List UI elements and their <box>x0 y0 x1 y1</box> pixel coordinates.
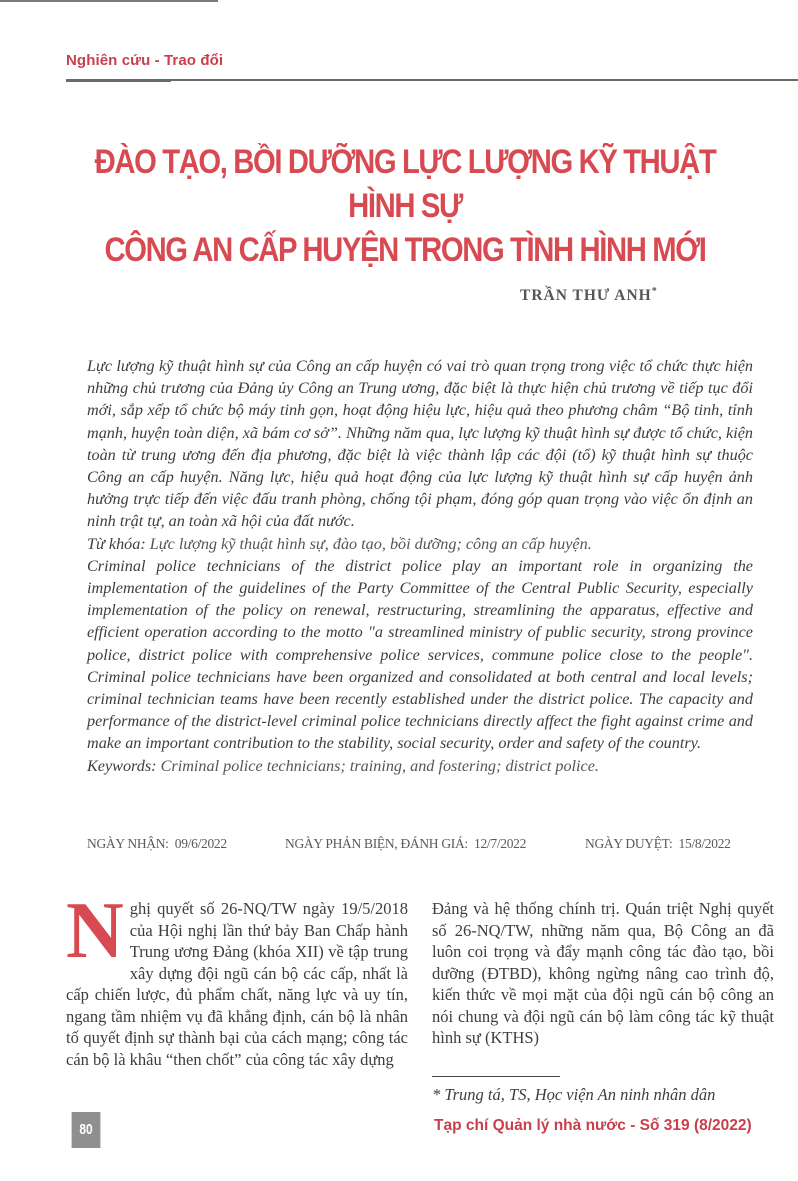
footnote: * Trung tá, TS, Học viện An ninh nhân dân <box>432 1085 716 1104</box>
date-received-label: NGÀY NHẬN: <box>87 836 169 851</box>
article-title <box>91 140 719 272</box>
date-approved-value: 15/8/2022 <box>678 836 731 851</box>
footnote-rule <box>432 1076 560 1077</box>
keywords-en-text: Criminal police technicians; training, and fostering; district police. <box>160 756 599 775</box>
author-footnote-mark: * <box>651 286 658 297</box>
date-approved-label: NGÀY DUYỆT: <box>585 836 673 851</box>
top-edge-rule <box>0 0 218 2</box>
keywords-vi-label: Từ khóa: <box>87 534 146 553</box>
keywords-vi <box>87 533 753 555</box>
keywords-en <box>87 755 753 777</box>
date-received <box>87 836 227 852</box>
date-review-value: 12/7/2022 <box>474 836 527 851</box>
keywords-en-label: Keywords: <box>87 756 157 775</box>
section-label: Nghiên cứu - Trao đổi <box>66 52 224 69</box>
abstract-vi: Lực lượng kỹ thuật hình sự của Công an cấp huyện có vai trò quan trọng trong việc tổ chức thực hiện những chủ trương của Đảng ủy Công an Trung ương, đặc biệt là thực hiện chủ trương về tiếp tục đổi mới, sắp xếp tổ chức bộ máy tinh gọn, hoạt động hiệu lực, hiệu quả theo phương châm “Bộ tinh, tỉnh mạnh, huyện toàn diện, xã bám cơ sở”. Những năm qua, lực lượng kỹ thuật hình sự được tổ chức, kiện toàn từ trung ương đến địa phương, đặc biệt là việc thành lập các đội (tổ) kỹ thuật hình sự thuộc Công an cấp huyện. Năng lực, hiệu quả hoạt động của lực lượng kỹ thuật hình sự cấp huyện ảnh hưởng trực tiếp đến việc đấu tranh phòng, chống tội phạm, đóng góp quan trọng vào việc ổn định an ninh trật tự, an toàn xã hội của đất nước. <box>87 357 753 531</box>
author <box>520 286 658 305</box>
body-text-left: ghị quyết số 26-NQ/TW ngày 19/5/2018 của Hội nghị lần thứ bảy Ban Chấp hành Trung ương Đảng (khóa XII) về tập trung xây dựng đội ngũ cán bộ các cấp, nhất là cấp chiến lược, đủ phẩm chất, năng lực và uy tín, ngang tầm nhiệm vụ đã khẳng định, cán bộ là nhân tố quyết định sự thành bại của cách mạng; công tác cán bộ là khâu “then chốt” của công tác xây dựng <box>66 899 408 1069</box>
date-approved <box>585 836 731 852</box>
keywords-vi-text: Lực lượng kỹ thuật hình sự, đào tạo, bồi dưỡng; công an cấp huyện. <box>149 534 592 553</box>
date-review <box>285 836 526 852</box>
body-column-left <box>66 887 408 1070</box>
title-line-1: ĐÀO TẠO, BỒI DƯỠNG LỰC LƯỢNG KỸ THUẬT HÌNH SỰ <box>94 143 716 225</box>
journal-footer: Tạp chí Quản lý nhà nước - Số 319 (8/2022) <box>434 1117 752 1134</box>
header-rule-accent <box>66 79 171 82</box>
drop-cap: N <box>66 887 124 975</box>
date-received-value: 09/6/2022 <box>174 836 227 851</box>
body-text-right: Đảng và hệ thống chính trị. Quán triệt Nghị quyết số 26-NQ/TW, những năm qua, Bộ Công an đã luôn coi trọng và đẩy mạnh công tác đào tạo, bồi dưỡng (ĐTBD), không ngừng nâng cao trình độ, kiến thức về mọi mặt của đội ngũ cán bộ công an nói chung và đội ngũ cán bộ làm công tác kỹ thuật hình sự (KTHS) <box>432 899 774 1047</box>
abstract-en: Criminal police technicians of the district police play an important role in organizing the implementation of the guidelines of the Party Committee of the Central Public Security, especially implementation of the policy on renewal, restructuring, streamlining the apparatus, effective and efficient operation according to the motto "a streamlined ministry of public security, strong province police, district police with comprehensive police services, commune police close to the people". Criminal police technicians have been organized and consolidated at both central and local levels; criminal technician teams have been recently established under the district police. The capacity and performance of the district-level criminal police technicians directly affect the fight against crime and make an important contribution to the stability, social security, order and safety of the country. <box>87 556 753 753</box>
body-column-right <box>432 898 774 1049</box>
header-rule <box>66 79 798 81</box>
page-number: 80 <box>72 1112 101 1148</box>
date-review-label: NGÀY PHẢN BIỆN, ĐÁNH GIÁ: <box>285 836 468 851</box>
abstract <box>87 355 753 777</box>
title-line-2: CÔNG AN CẤP HUYỆN TRONG TÌNH HÌNH MỚI <box>104 231 706 269</box>
author-name: TRẦN THƯ ANH <box>520 287 652 305</box>
